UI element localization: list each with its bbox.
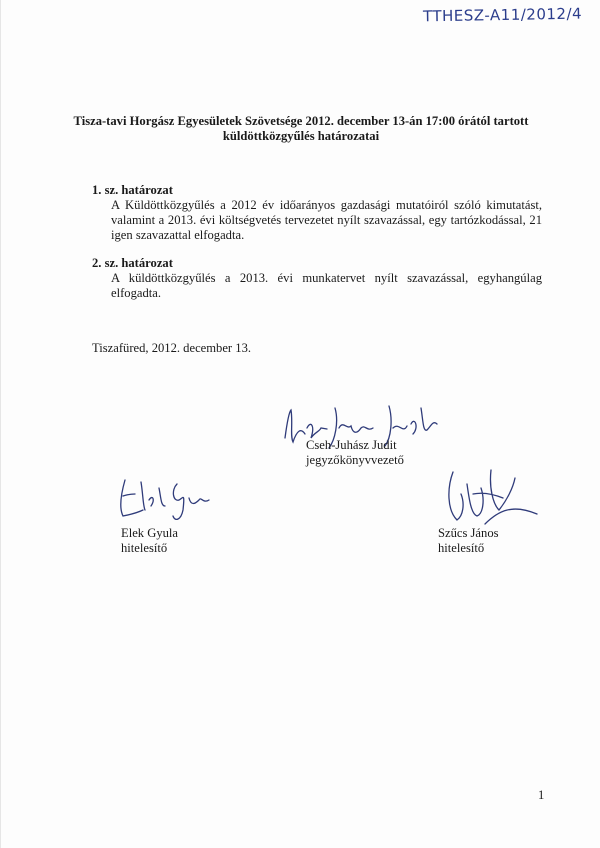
signatory-recorder	[306, 438, 404, 468]
signatory-name: Szűcs János	[438, 526, 499, 540]
signatory-name: Cseh-Juhász Judit	[306, 438, 397, 452]
resolution-1	[92, 183, 542, 243]
resolution-1-text: A Küldöttközgyűlés a 2012 év időarányos gazdasági mutatóiról szóló kimutatást, valamint a 2013. évi költségvetés tervezetet nyílt szavazással, egy tartózkodással, 21 igen szavazattal elfogadta.	[111, 198, 542, 242]
resolution-2-number: 2. sz. határozat	[92, 256, 173, 270]
document-title	[61, 114, 541, 144]
signatory-verifier-2	[438, 526, 499, 556]
resolution-2	[92, 256, 542, 301]
signatory-role: hitelesítő	[121, 541, 168, 555]
registration-stamp: TTHESZ-A11/2012/4	[422, 4, 583, 26]
page-number: 1	[538, 788, 545, 802]
resolution-2-text: A küldöttközgyűlés a 2013. évi munkatervet nyílt szavazással, egyhangúlag elfogadta.	[111, 271, 542, 300]
signatory-role: hitelesítő	[438, 541, 485, 555]
title-line-2: küldöttközgyűlés határozatai	[222, 129, 380, 143]
signatory-role: jegyzőkönyvvezető	[306, 453, 404, 467]
signatory-verifier-1	[121, 526, 178, 556]
resolution-1-number: 1. sz. határozat	[92, 183, 173, 197]
signature-elek-gyula	[113, 470, 223, 525]
place-and-date: Tiszafüred, 2012. december 13.	[92, 341, 252, 355]
title-line-1: Tisza-tavi Horgász Egyesületek Szövetsége 2012. december 13-án 17:00 órától tartott	[73, 114, 529, 128]
signatory-name: Elek Gyula	[121, 526, 179, 540]
